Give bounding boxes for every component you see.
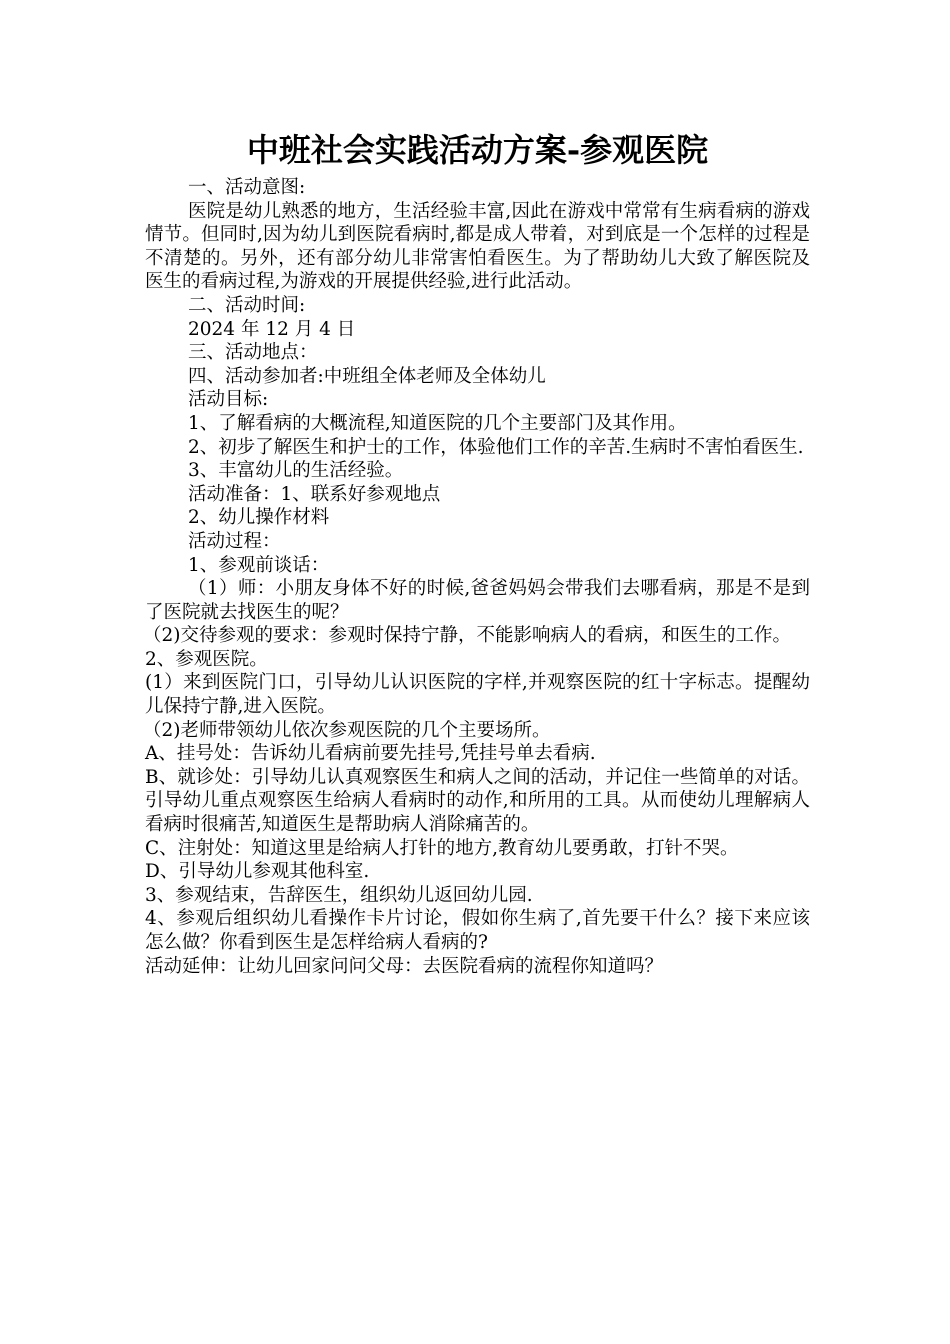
paragraph: 2、参观医院。 xyxy=(145,648,268,670)
paragraph: 二、活动时间: xyxy=(188,294,306,316)
paragraph: (1）来到医院门口，引导幼儿认识医院的字样,并观察医院的红十字标志。提醒幼儿保持宁静,进入医院。 xyxy=(145,672,810,718)
paragraph: 三、活动地点： xyxy=(188,342,318,364)
paragraph: 1、参观前谈话： xyxy=(188,554,330,576)
paragraph: 四、活动参加者:中班组全体老师及全体幼儿 xyxy=(188,365,546,387)
paragraph: 2、幼儿操作材料 xyxy=(188,507,330,529)
paragraph: 活动目标: xyxy=(188,389,269,411)
paragraph: 活动过程： xyxy=(188,530,281,552)
paragraph: A、挂号处：告诉幼儿看病前要先挂号,凭挂号单去看病. xyxy=(145,743,596,765)
paragraph: B、就诊处：引导幼儿认真观察医生和病人之间的活动，并记住一些简单的对话。引导幼儿重点观察医生给病人看病时的动作,和所用的工具。从而使幼儿理解病人看病时很痛苦,知道医生是帮助病人消除痛苦的。 xyxy=(145,766,810,836)
paragraph: C、注射处：知道这里是给病人打针的地方,教育幼儿要勇敢，打针不哭。 xyxy=(145,837,739,859)
paragraph: 1、了解看病的大概流程,知道医院的几个主要部门及其作用。 xyxy=(188,412,687,434)
paragraph: 医院是幼儿熟悉的地方，生活经验丰富,因此在游戏中常常有生病看病的游戏情节。但同时,因为幼儿到医院看病时,都是成人带着，对到底是一个怎样的过程是不清楚的。另外，还有部分幼儿非常害怕看医生。为了帮助幼儿大致了解医院及医生的看病过程,为游戏的开展提供经验,进行此活动。 xyxy=(145,200,810,293)
paragraph: 3、参观结束，告辞医生，组织幼儿返回幼儿园. xyxy=(145,884,533,906)
paragraph: 活动延伸：让幼儿回家问问父母：去医院看病的流程你知道吗？ xyxy=(145,955,664,977)
document-body xyxy=(145,176,810,978)
paragraph: 活动准备：1、联系好参观地点 xyxy=(188,483,441,505)
document-title: 中班社会实践活动方案-参观医院 xyxy=(246,131,709,169)
paragraph: 2024 年 12 月 4 日 xyxy=(188,318,356,340)
paragraph: （2)交待参观的要求：参观时保持宁静，不能影响病人的看病，和医生的工作。 xyxy=(143,625,791,647)
document-page xyxy=(145,128,810,978)
paragraph: 2、初步了解医生和护士的工作，体验他们工作的辛苦.生病时不害怕看医生. xyxy=(188,436,804,458)
paragraph: 3、丰富幼儿的生活经验。 xyxy=(188,460,404,482)
paragraph: （2)老师带领幼儿依次参观医院的几个主要场所。 xyxy=(143,719,551,741)
paragraph: （1）师：小朋友身体不好的时候,爸爸妈妈会带我们去哪看病，那是不是到了医院就去找医生的呢？ xyxy=(145,578,810,623)
paragraph: D、引导幼儿参观其他科室. xyxy=(145,861,370,883)
paragraph: 4、参观后组织幼儿看操作卡片讨论，假如你生病了,首先要干什么？接下来应该怎么做？你看到医生是怎样给病人看病的? xyxy=(145,908,810,953)
paragraph: 一、活动意图: xyxy=(188,177,306,198)
